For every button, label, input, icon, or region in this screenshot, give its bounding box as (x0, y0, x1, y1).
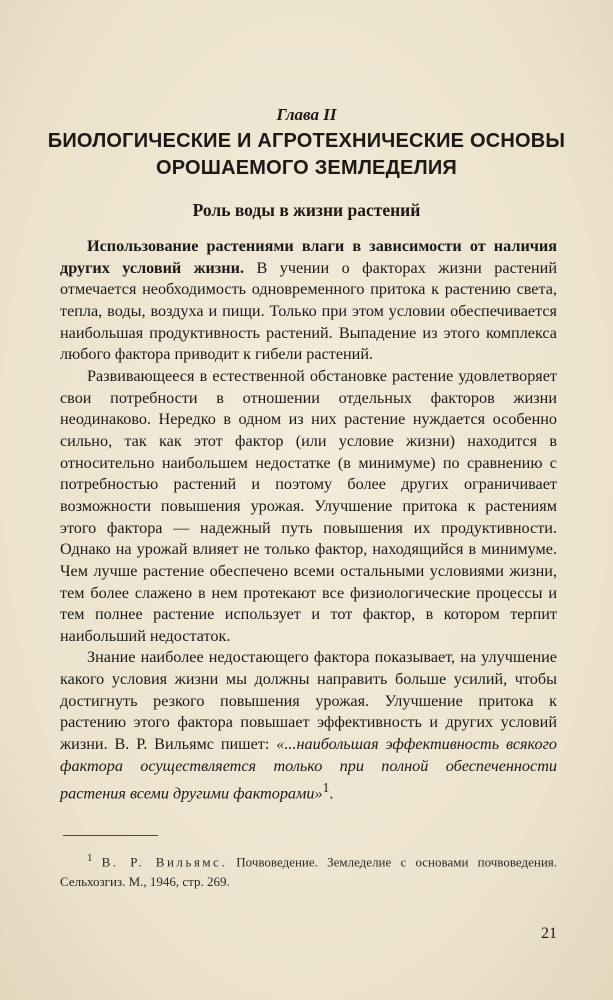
footnote-reference: 1 (322, 780, 330, 796)
chapter-heading: Глава II (276, 105, 337, 124)
paragraph-1-lead: Использование растениями влаги в зависимости от наличия других условий жизни. (60, 237, 557, 277)
paragraph-1-text: В учении о факторах жизни растений отмечается необходимость одновременного притока к растению света, тепла, воды, воздуха и пищи. Только при этом условии обеспечивается наибольшая продуктивность растений. Выпадение из этого комплекса любого фактора приводит к гибели растений. (60, 258, 558, 364)
paragraph-3-text: Знание наиболее недостающего фактора показывает, на улучшение какого условия жизни мы должны направить больше усилий, чтобы достигнуть резкого повышения урожая. Улучшение притока к растению этого фактора повышает эффективность и других условий жизни. В. Р. Вильямс пишет: (60, 648, 557, 754)
section-heading: Роль воды в жизни растений (192, 200, 421, 220)
chapter-title: БИОЛОГИЧЕСКИЕ И АГРОТЕХНИЧЕСКИЕ ОСНОВЫ ОРОШАЕМОГО ЗЕМЛЕДЕЛИЯ (47, 130, 566, 179)
footnote-divider (63, 835, 158, 836)
page-number: 21 (541, 925, 557, 942)
williams-quote: «...наибольшая эффективность всякого фактора осуществляется только при полной обеспеченности растения всеми другими факторами» (60, 735, 557, 803)
footnote-author: В. Р. Вильямс. (101, 854, 228, 870)
paragraph-1 (60, 236, 557, 366)
paragraph-3 (60, 647, 557, 805)
footnote (60, 848, 557, 892)
paragraph-3-end: . (329, 784, 334, 803)
paragraph-2: Развивающееся в естественной обстановке растение удовлетворяет свои потребности в отношении отдельных факторов жизни неодинаково. Нередко в одном из них растение нуждается особенно сильно, так как этот фактор (или условие жизни) находится в относительно наибольшем недостатке (в минимуме) по сравнению с потребностью растений и поэтому более других ограничивает возможности повышения урожая. Улучшение притока к растениям этого фактора — надежный путь повышения их продуктивности. Однако на урожай влияет не только фактор, находящийся в минимуме. Чем лучше растение обеспечено всеми остальными условиями жизни, тем более слажено в нем протекают все физиологические процессы и тем полнее растение использует и тот фактор, в котором терпит наибольший недостаток. (60, 366, 557, 645)
footnote-text: Почвоведение. Земледелие с основами почвоведения. Сельхозгиз. М., 1946, стр. 269. (60, 854, 558, 890)
body-text (60, 236, 557, 805)
footnote-mark: 1 (87, 852, 93, 864)
